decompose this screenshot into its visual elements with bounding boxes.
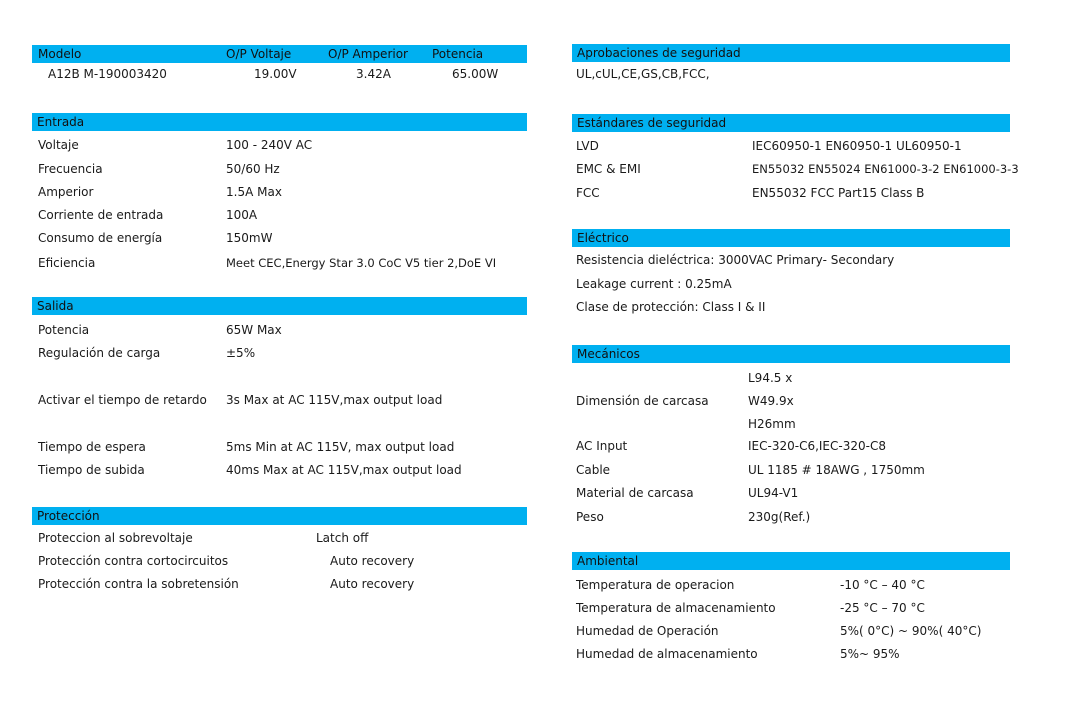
salida-label: Tiempo de subida (38, 463, 145, 477)
ambiental-label: Humedad de almacenamiento (576, 647, 758, 661)
estandares-value: EN55032 FCC Part15 Class B (752, 186, 925, 200)
mecanicos-value: UL 1185 # 18AWG , 1750mm (748, 463, 925, 477)
estandares-label: EMC & EMI (576, 162, 641, 176)
electrico-line: Clase de protección: Class I & II (576, 300, 766, 314)
header-op-amperior: O/P Amperior (328, 47, 408, 61)
proteccion-label: Proteccion al sobrevoltaje (38, 531, 193, 545)
entrada-label: Corriente de entrada (38, 208, 164, 222)
ambiental-label: Temperatura de almacenamiento (576, 601, 776, 615)
power-value: 65.00W (452, 67, 499, 81)
salida-label: Regulación de carga (38, 346, 161, 360)
ambiental-label: Humedad de Operación (576, 624, 719, 638)
mecanicos-dim-value: L94.5 x (748, 371, 793, 385)
entrada-value: 50/60 Hz (226, 162, 280, 176)
salida-label: Potencia (38, 323, 90, 337)
electrico-line: Resistencia dieléctrica: 3000VAC Primary- Secondary (576, 253, 895, 267)
salida-value: 5ms Min at AC 115V, max output load (226, 440, 455, 454)
entrada-label: Consumo de energía (38, 231, 163, 245)
proteccion-label: Protección contra cortocircuitos (38, 554, 229, 568)
mecanicos-dim-value: H26mm (748, 417, 796, 431)
section-ambiental-header (572, 552, 1010, 570)
mecanicos-label: Cable (576, 463, 611, 477)
section-entrada-header (32, 113, 527, 131)
header-potencia: Potencia (432, 47, 484, 61)
section-estandares-header (572, 114, 1010, 132)
ambiental-label: Temperatura de operacion (576, 578, 735, 592)
section-aprobaciones-title: Aprobaciones de seguridad (577, 46, 741, 60)
entrada-value: 150mW (226, 231, 273, 245)
model-table-header (32, 45, 527, 63)
estandares-value: IEC60950-1 EN60950-1 UL60950-1 (752, 139, 962, 153)
entrada-label: Eficiencia (38, 256, 96, 270)
electrico-line: Leakage current : 0.25mA (576, 277, 732, 291)
section-ambiental-title: Ambiental (577, 554, 639, 568)
ambiental-value: -25 °C – 70 °C (840, 601, 925, 615)
ambiental-value: 5%( 0°C) ~ 90%( 40°C) (840, 624, 982, 638)
header-modelo: Modelo (38, 47, 82, 61)
entrada-label: Frecuencia (38, 162, 103, 176)
section-electrico-header (572, 229, 1010, 247)
mecanicos-label: Peso (576, 510, 604, 524)
mecanicos-value: 230g(Ref.) (748, 510, 811, 524)
proteccion-value: Auto recovery (330, 577, 415, 591)
salida-value: ±5% (226, 346, 256, 360)
mecanicos-dim-value: W49.9x (748, 394, 794, 408)
model-value: A12B M-190003420 (48, 67, 167, 81)
estandares-label: LVD (576, 139, 599, 153)
entrada-label: Amperior (38, 185, 94, 199)
section-aprobaciones-header (572, 44, 1010, 62)
entrada-value: 1.5A Max (226, 185, 282, 199)
ambiental-value: -10 °C – 40 °C (840, 578, 925, 592)
entrada-label: Voltaje (38, 138, 79, 152)
mecanicos-value: UL94-V1 (748, 486, 799, 500)
section-electrico-title: Eléctrico (577, 231, 629, 245)
salida-label: Activar el tiempo de retardo (38, 393, 207, 407)
section-mecanicos-title: Mecánicos (577, 347, 640, 361)
section-estandares-title: Estándares de seguridad (577, 116, 727, 130)
salida-value: 40ms Max at AC 115V,max output load (226, 463, 462, 477)
amperage-value: 3.42A (356, 67, 391, 81)
voltage-value: 19.00V (254, 67, 297, 81)
salida-value: 3s Max at AC 115V,max output load (226, 393, 443, 407)
proteccion-label: Protección contra la sobretensión (38, 577, 239, 591)
mecanicos-label: AC Input (576, 439, 628, 453)
section-salida-header (32, 297, 527, 315)
section-mecanicos-header (572, 345, 1010, 363)
header-op-voltaje: O/P Voltaje (226, 47, 292, 61)
section-entrada-title: Entrada (37, 115, 85, 129)
mecanicos-value: IEC-320-C6,IEC-320-C8 (748, 439, 886, 453)
section-proteccion-title: Protección (37, 509, 100, 523)
aprobaciones-value: UL,cUL,CE,GS,CB,FCC, (576, 67, 710, 81)
entrada-value: 100 - 240V AC (226, 138, 313, 152)
mecanicos-label: Material de carcasa (576, 486, 694, 500)
section-proteccion-header (32, 507, 527, 525)
salida-value: 65W Max (226, 323, 282, 337)
estandares-value: EN55032 EN55024 EN61000-3-2 EN61000-3-3 (752, 162, 1019, 176)
entrada-value: Meet CEC,Energy Star 3.0 CoC V5 tier 2,DoE VI (226, 256, 497, 270)
section-salida-title: Salida (37, 299, 74, 313)
mecanicos-dim-label: Dimensión de carcasa (576, 394, 709, 408)
ambiental-value: 5%~ 95% (840, 647, 900, 661)
estandares-label: FCC (576, 186, 600, 200)
proteccion-value: Latch off (316, 531, 369, 545)
entrada-value: 100A (226, 208, 258, 222)
salida-label: Tiempo de espera (38, 440, 146, 454)
proteccion-value: Auto recovery (330, 554, 415, 568)
